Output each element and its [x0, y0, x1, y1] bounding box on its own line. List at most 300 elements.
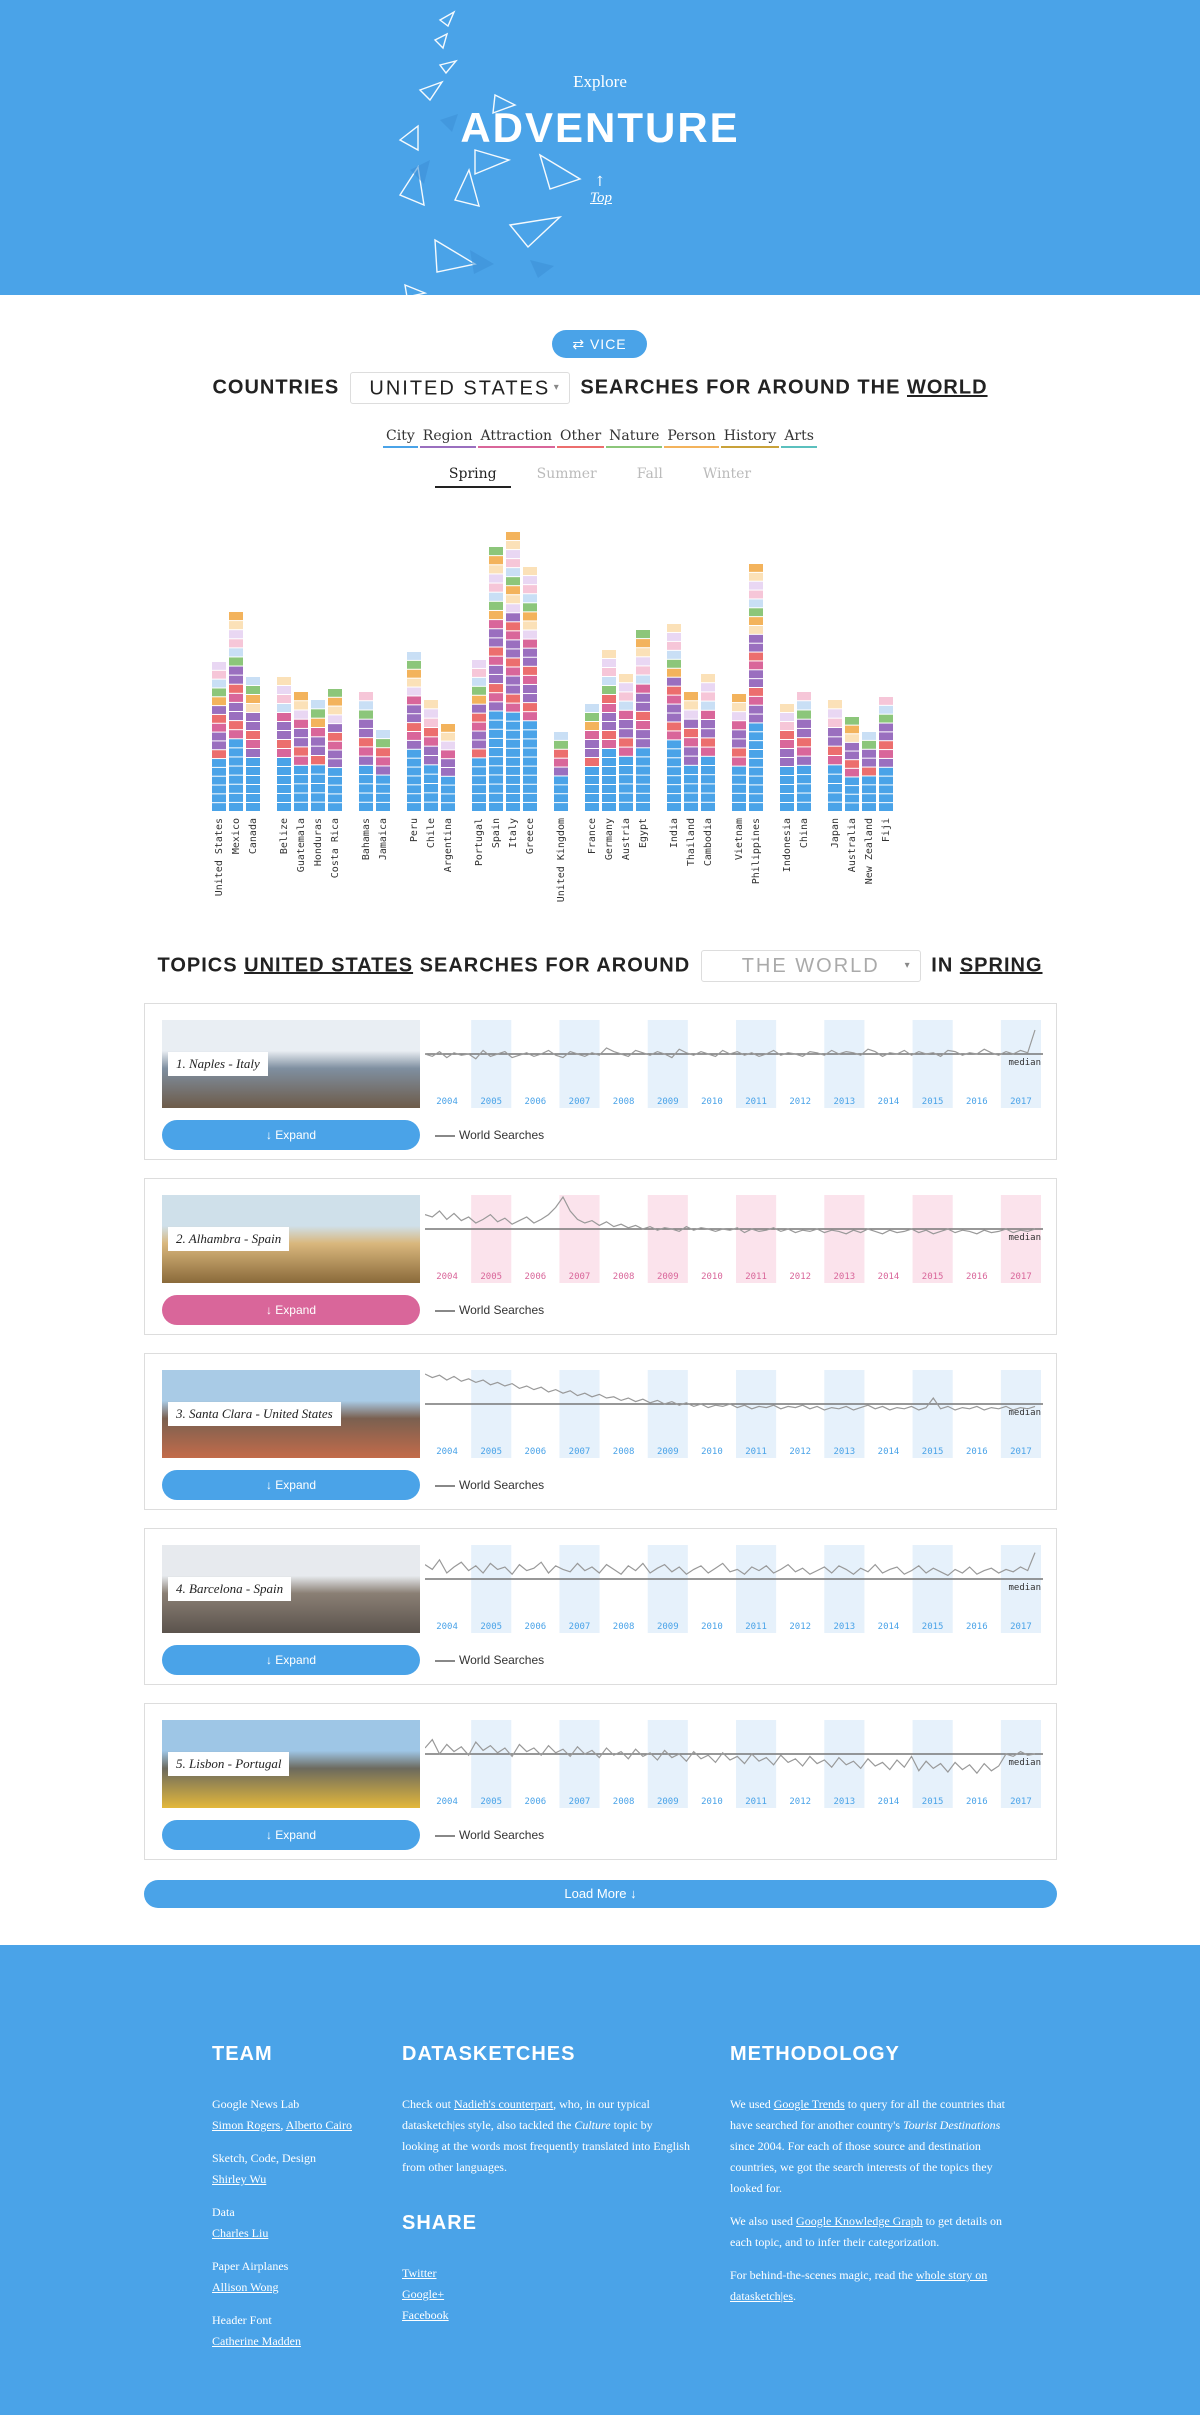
year-label: 2005: [480, 1447, 503, 1457]
bar-segment: [359, 720, 373, 728]
topics-season-link[interactable]: SPRING: [959, 954, 1043, 977]
year-label: 2012: [789, 1272, 812, 1282]
bar-cambodia[interactable]: [701, 674, 715, 811]
bar-segment: [294, 803, 308, 811]
chevron-down-icon: ▾: [904, 960, 912, 971]
bar-china[interactable]: [797, 692, 811, 811]
bar-segment: [845, 777, 859, 785]
bar-segment: [636, 767, 650, 775]
bar-segment: [424, 747, 438, 755]
bar-segment: [749, 573, 763, 581]
bar-segment: [407, 696, 421, 704]
bar-segment: [277, 731, 291, 739]
year-label: 2016: [965, 1797, 988, 1807]
year-label: 2013: [833, 1622, 856, 1632]
bar-belize[interactable]: [277, 677, 291, 811]
bar-new-zealand[interactable]: [862, 732, 876, 811]
season-tabs: [0, 466, 1200, 488]
footer-methodology: [730, 2037, 1020, 2319]
bar-segment: [828, 728, 842, 736]
bar-segment: [489, 684, 503, 692]
bar-segment: [602, 803, 616, 811]
bar-segment: [376, 730, 390, 738]
team-member-link[interactable]: Catherine Madden: [212, 2334, 301, 2348]
bar-segment: [749, 564, 763, 572]
bar-segment: [311, 793, 325, 801]
bar-segment: [780, 785, 794, 793]
bar-segment: [277, 740, 291, 748]
bar-peru[interactable]: [407, 652, 421, 811]
bar-segment: [636, 703, 650, 711]
bar-segment: [328, 803, 342, 811]
top-link[interactable]: Top: [590, 190, 612, 206]
team-role: Header Font: [212, 2313, 272, 2327]
bar-segment: [845, 743, 859, 751]
bar-segment: [797, 710, 811, 718]
bar-segment: [489, 547, 503, 555]
share-google-plus-link[interactable]: Google+: [402, 2287, 445, 2301]
bar-segment: [828, 784, 842, 792]
bar-spain[interactable]: [489, 547, 503, 811]
bar-segment: [732, 730, 746, 738]
year-label: 2015: [921, 1797, 944, 1807]
bar-guatemala[interactable]: [294, 692, 308, 811]
bar-segment: [277, 749, 291, 757]
bar-segment: [523, 612, 537, 620]
load-more-button[interactable]: Load More ↓: [144, 1880, 1057, 1908]
bar-segment: [441, 786, 455, 794]
bar-segment: [862, 785, 876, 793]
tick-label: Indonesia: [782, 818, 793, 873]
topic-photo: [162, 1720, 420, 1808]
bar-segment: [294, 766, 308, 774]
bar-segment: [585, 740, 599, 748]
year-label: 2012: [789, 1447, 812, 1457]
bar-segment: [684, 692, 698, 700]
share-facebook-link[interactable]: Facebook: [402, 2308, 449, 2322]
expand-button[interactable]: ↓ Expand: [162, 1820, 420, 1850]
bar-segment: [879, 697, 893, 705]
share-twitter-link[interactable]: Twitter: [402, 2266, 437, 2280]
bar-segment: [328, 733, 342, 741]
team-member-link[interactable]: Charles Liu: [212, 2226, 269, 2240]
knowledge-graph-link[interactable]: Google Knowledge Graph: [796, 2214, 923, 2228]
bar-segment: [506, 613, 520, 621]
bar-segment: [311, 737, 325, 745]
bar-segment: [667, 633, 681, 641]
bar-segment: [506, 758, 520, 766]
bar-segment: [441, 742, 455, 750]
whole-story-link[interactable]: whole story on datasketch|es: [730, 2268, 988, 2303]
year-label: 2010: [701, 1622, 723, 1632]
bar-india[interactable]: [667, 624, 681, 811]
bar-segment: [523, 649, 537, 657]
bar-segment: [619, 720, 633, 728]
bar-australia[interactable]: [845, 717, 859, 811]
tick-label: Austria: [621, 818, 632, 861]
bar-segment: [701, 702, 715, 710]
year-band: [471, 1720, 511, 1808]
year-label: 2007: [568, 1272, 591, 1282]
tab-winter[interactable]: Winter: [702, 466, 752, 482]
title-middle: SEARCHES FOR AROUND THE: [580, 376, 901, 399]
bar-segment: [407, 794, 421, 802]
bar-segment: [602, 758, 616, 766]
bar-segment: [229, 803, 243, 811]
bar-segment: [489, 565, 503, 573]
bar-segment: [749, 679, 763, 687]
bar-segment: [828, 803, 842, 811]
bar-segment: [441, 777, 455, 785]
median-label: median: [1008, 1058, 1041, 1068]
team-member-link[interactable]: Shirley Wu: [212, 2172, 267, 2186]
bar-segment: [797, 729, 811, 737]
year-label: 2014: [877, 1097, 900, 1107]
bar-segment: [246, 695, 260, 703]
year-band: [824, 1195, 864, 1283]
bar-segment: [424, 756, 438, 764]
bar-segment: [407, 670, 421, 678]
category-history[interactable]: History: [721, 428, 780, 448]
bar-segment: [780, 767, 794, 775]
bar-indonesia[interactable]: [780, 704, 794, 811]
expand-button[interactable]: ↓ Expand: [162, 1470, 420, 1500]
bar-segment: [489, 785, 503, 793]
bar-united-kingdom[interactable]: [554, 732, 568, 811]
bar-segment: [229, 721, 243, 729]
bar-austria[interactable]: [619, 674, 633, 811]
bar-segment: [828, 793, 842, 801]
topic-label: 3. Santa Clara - United States: [168, 1402, 341, 1426]
bar-segment: [667, 731, 681, 739]
bar-segment: [636, 648, 650, 656]
bar-segment: [554, 803, 568, 811]
bar-segment: [749, 803, 763, 811]
bar-segment: [472, 785, 486, 793]
bar-segment: [684, 729, 698, 737]
bar-segment: [602, 767, 616, 775]
bar-segment: [845, 769, 859, 777]
bar-segment: [701, 674, 715, 682]
bar-segment: [684, 738, 698, 746]
bar-segment: [602, 695, 616, 703]
tab-summer[interactable]: Summer: [536, 466, 597, 482]
bar-segment: [585, 776, 599, 784]
search-trend-chart: [425, 1720, 1043, 1808]
bar-segment: [506, 541, 520, 549]
methodology-p3-b: .: [793, 2289, 797, 2303]
tick-label: China: [799, 818, 810, 849]
bar-argentina[interactable]: [441, 724, 455, 811]
bar-segment: [407, 705, 421, 713]
bar-segment: [845, 760, 859, 768]
bar-segment: [359, 692, 373, 700]
bar-segment: [636, 739, 650, 747]
bar-costa-rica[interactable]: [328, 689, 342, 811]
bar-segment: [407, 785, 421, 793]
bar-segment: [701, 738, 715, 746]
expand-button[interactable]: ↓ Expand: [162, 1645, 420, 1675]
bar-portugal[interactable]: [472, 660, 486, 811]
bar-segment: [229, 776, 243, 784]
tab-fall[interactable]: Fall: [636, 466, 663, 482]
bar-segment: [523, 794, 537, 802]
bar-segment: [585, 758, 599, 766]
median-label: median: [1008, 1583, 1041, 1593]
bar-segment: [359, 701, 373, 709]
bar-segment: [489, 711, 503, 719]
bar-segment: [489, 657, 503, 665]
bar-segment: [667, 705, 681, 713]
datasketches-heading: DATASKETCHES: [402, 2043, 576, 2065]
bar-segment: [828, 775, 842, 783]
bar-segment: [277, 677, 291, 685]
bar-segment: [554, 732, 568, 740]
bar-segment: [424, 737, 438, 745]
bar-segment: [506, 722, 520, 730]
bar-segment: [277, 794, 291, 802]
bar-bahamas[interactable]: [359, 692, 373, 811]
bar-segment: [636, 803, 650, 811]
stacked-bar-chart: [200, 520, 1020, 920]
bar-segment: [506, 550, 520, 558]
bar-segment: [472, 758, 486, 766]
bar-segment: [602, 677, 616, 685]
bar-segment: [554, 768, 568, 776]
category-nature[interactable]: Nature: [606, 428, 662, 448]
bar-segment: [619, 757, 633, 765]
year-label: 2006: [524, 1272, 547, 1282]
bar-segment: [602, 650, 616, 658]
bar-segment: [376, 794, 390, 802]
bar-segment: [636, 657, 650, 665]
bar-egypt[interactable]: [636, 630, 650, 811]
bar-segment: [732, 703, 746, 711]
topic-label: 5. Lisbon - Portugal: [168, 1752, 289, 1776]
tick-label: Spain: [491, 818, 502, 849]
bar-segment: [359, 775, 373, 783]
bar-segment: [294, 784, 308, 792]
bar-segment: [749, 750, 763, 758]
bar-segment: [732, 794, 746, 802]
year-band: [471, 1370, 511, 1458]
year-band: [559, 1720, 599, 1808]
footer-datasketches: [402, 2037, 692, 2326]
year-label: 2017: [1010, 1097, 1032, 1107]
bar-jamaica[interactable]: [376, 730, 390, 811]
bar-segment: [636, 748, 650, 756]
bar-segment: [523, 621, 537, 629]
category-person[interactable]: Person: [664, 428, 718, 448]
destination-select[interactable]: [701, 950, 921, 982]
tick-label: Vietnam: [734, 818, 745, 861]
year-label: 2006: [524, 1622, 547, 1632]
bar-segment: [845, 717, 859, 725]
nadieh-counterpart-link[interactable]: Nadieh's counterpart: [454, 2097, 554, 2111]
series-legend: [435, 1478, 544, 1492]
bar-segment: [523, 567, 537, 575]
bar-segment: [294, 747, 308, 755]
bar-segment: [212, 697, 226, 705]
footer: [0, 1945, 1200, 2415]
bar-segment: [489, 702, 503, 710]
bar-chile[interactable]: [424, 700, 438, 811]
bar-segment: [701, 794, 715, 802]
bar-segment: [862, 768, 876, 776]
bar-segment: [229, 657, 243, 665]
bar-segment: [506, 649, 520, 657]
bar-segment: [229, 739, 243, 747]
tab-spring[interactable]: Spring: [435, 466, 511, 488]
year-band: [471, 1545, 511, 1633]
year-band: [648, 1720, 688, 1808]
bar-segment: [554, 785, 568, 793]
bar-segment: [424, 728, 438, 736]
bar-segment: [845, 752, 859, 760]
bar-segment: [424, 793, 438, 801]
topic-label: 1. Naples - Italy: [168, 1052, 268, 1076]
tick-label: Costa Rica: [330, 818, 341, 879]
tick-label: Argentina: [443, 818, 454, 873]
category-region[interactable]: Region: [420, 428, 476, 448]
bar-segment: [328, 777, 342, 785]
vice-versa-button[interactable]: ⇄ VICE VERSA: [552, 330, 647, 358]
datasketches-text: [402, 2094, 692, 2178]
category-arts[interactable]: Arts: [781, 428, 817, 448]
bar-segment: [701, 784, 715, 792]
bar-segment: [407, 723, 421, 731]
bar-honduras[interactable]: [311, 700, 325, 811]
bar-segment: [749, 785, 763, 793]
bar-segment: [212, 715, 226, 723]
year-label: 2012: [789, 1097, 812, 1107]
bar-segment: [246, 794, 260, 802]
bar-segment: [506, 803, 520, 811]
bar-segment: [506, 658, 520, 666]
bar-segment: [684, 794, 698, 802]
bar-thailand[interactable]: [684, 692, 698, 811]
bar-segment: [862, 759, 876, 767]
bar-segment: [277, 758, 291, 766]
bar-philippines[interactable]: [749, 564, 763, 811]
bar-segment: [523, 585, 537, 593]
bar-segment: [554, 794, 568, 802]
bar-segment: [472, 803, 486, 811]
bar-segment: [311, 765, 325, 773]
year-band: [824, 1720, 864, 1808]
target-world-link[interactable]: WORLD: [907, 376, 988, 399]
bar-segment: [246, 749, 260, 757]
bar-vietnam[interactable]: [732, 694, 746, 811]
bar-segment: [828, 709, 842, 717]
bar-fiji[interactable]: [879, 697, 893, 811]
expand-button[interactable]: ↓ Expand: [162, 1295, 420, 1325]
bar-segment: [489, 730, 503, 738]
bar-segment: [667, 740, 681, 748]
bar-segment: [862, 741, 876, 749]
bar-mexico[interactable]: [229, 612, 243, 811]
team-member-link[interactable]: Allison Wong: [212, 2280, 279, 2294]
team-member-link[interactable]: Simon Rogers: [212, 2118, 281, 2132]
category-attraction[interactable]: Attraction: [478, 428, 556, 448]
series-legend: [435, 1828, 544, 1842]
bar-segment: [585, 749, 599, 757]
bar-canada[interactable]: [246, 677, 260, 811]
bar-france[interactable]: [585, 704, 599, 811]
expand-button[interactable]: ↓ Expand: [162, 1120, 420, 1150]
bar-italy[interactable]: [506, 532, 520, 811]
google-trends-link[interactable]: Google Trends: [773, 2097, 845, 2111]
team-member-link[interactable]: Alberto Cairo: [285, 2118, 353, 2132]
bar-japan[interactable]: [828, 700, 842, 811]
bar-segment: [441, 750, 455, 758]
tick-label: Fiji: [881, 818, 892, 843]
bar-segment: [602, 659, 616, 667]
bar-segment: [489, 794, 503, 802]
bar-segment: [749, 635, 763, 643]
bar-segment: [246, 803, 260, 811]
bar-greece[interactable]: [523, 567, 537, 811]
bar-segment: [585, 785, 599, 793]
year-label: 2010: [701, 1447, 723, 1457]
bar-germany[interactable]: [602, 650, 616, 811]
bar-segment: [472, 723, 486, 731]
topics-country-link[interactable]: UNITED STATES: [244, 954, 414, 977]
bar-segment: [277, 785, 291, 793]
datasketches-text-3: topic by looking at the words most frequently translated into English from other languages.: [402, 2118, 690, 2174]
topics-title: [0, 950, 1200, 982]
year-label: 2014: [877, 1272, 900, 1282]
datasketches-text-2: , who, in our typical datasketch|es style, also tackled the: [402, 2097, 650, 2132]
category-other[interactable]: Other: [557, 428, 604, 448]
year-label: 2004: [436, 1447, 458, 1457]
bar-segment: [506, 740, 520, 748]
methodology-p1-b: to query for all the countries that have searched for another country's: [730, 2097, 1005, 2132]
bar-segment: [407, 652, 421, 660]
bar-segment: [489, 748, 503, 756]
bar-segment: [523, 712, 537, 720]
country-select[interactable]: [350, 372, 570, 404]
tick-label: Mexico: [231, 818, 242, 855]
bar-segment: [749, 661, 763, 669]
bar-segment: [472, 749, 486, 757]
bar-segment: [684, 775, 698, 783]
bar-segment: [684, 720, 698, 728]
bar-segment: [585, 767, 599, 775]
bar-segment: [376, 803, 390, 811]
bar-segment: [523, 694, 537, 702]
category-city[interactable]: City: [383, 428, 418, 448]
bar-united-states[interactable]: [212, 662, 226, 811]
bar-segment: [523, 594, 537, 602]
year-label: 2015: [921, 1447, 944, 1457]
bar-segment: [424, 784, 438, 792]
search-trend-chart: [425, 1545, 1043, 1633]
bar-segment: [684, 747, 698, 755]
bar-segment: [229, 648, 243, 656]
bar-segment: [489, 803, 503, 811]
bar-segment: [636, 712, 650, 720]
bar-segment: [489, 620, 503, 628]
bar-segment: [472, 776, 486, 784]
team-group: [212, 2256, 382, 2298]
bar-segment: [780, 713, 794, 721]
bar-segment: [619, 674, 633, 682]
year-label: 2014: [877, 1447, 900, 1457]
chevron-down-icon: ▾: [553, 382, 561, 393]
bar-segment: [828, 700, 842, 708]
bar-segment: [376, 739, 390, 747]
